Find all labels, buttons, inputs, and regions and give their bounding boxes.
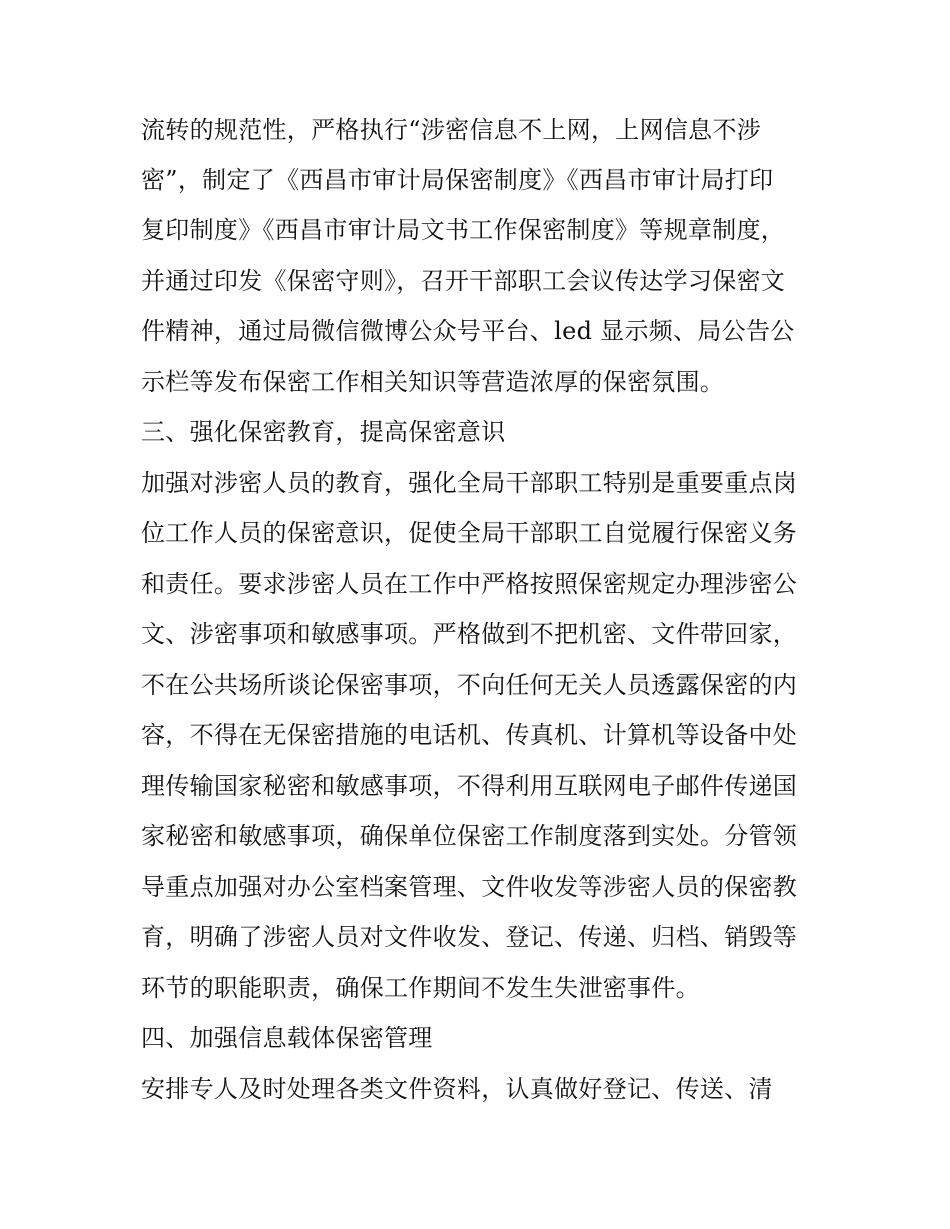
section-heading-4: 四、加强信息载体保密管理 [141,1024,433,1052]
paragraph-line: 位工作人员的保密意识，促使全局干部职工自觉履行保密义务 [141,519,798,547]
paragraph-line: 容，不得在无保密措施的电话机、传真机、计算机等设备中处 [141,721,798,749]
paragraph-line: 家秘密和敏感事项，确保单位保密工作制度落到实处。分管领 [141,822,798,850]
paragraph-line: 理传输国家秘密和敏感事项，不得利用互联网电子邮件传递国 [141,772,798,800]
paragraph-line: 育，明确了涉密人员对文件收发、登记、传递、归档、销毁等 [141,923,798,951]
paragraph-line: 复印制度》《西昌市审计局文书工作保密制度》等规章制度， [141,216,786,244]
paragraph-line: 流转的规范性，严格执行“涉密信息不上网，上网信息不涉 [141,116,762,144]
paragraph-line: 环节的职能职责，确保工作期间不发生失泄密事件。 [141,974,700,1002]
paragraph-line: 和责任。要求涉密人员在工作中严格按照保密规定办理涉密公 [141,570,798,598]
paragraph-line: 示栏等发布保密工作相关知识等营造浓厚的保密氛围。 [141,368,725,396]
paragraph-line: 件精神，通过局微信微博公众号平台、led 显示频、局公告公 [141,317,795,345]
paragraph-line: 导重点加强对办公室档案管理、文件收发等涉密人员的保密教 [141,873,798,901]
paragraph-line: 密”，制定了《西昌市审计局保密制度》《西昌市审计局打印 [141,166,774,194]
paragraph-line: 并通过印发《保密守则》，召开干部职工会议传达学习保密文 [141,267,786,295]
paragraph-line: 加强对涉密人员的教育，强化全局干部职工特别是重要重点岗 [141,469,798,497]
paragraph-line: 不在公共场所谈论保密事项，不向任何无关人员透露保密的内 [141,671,798,699]
paragraph-line: 文、涉密事项和敏感事项。严格做到不把机密、文件带回家， [141,620,798,648]
paragraph-line: 安排专人及时处理各类文件资料，认真做好登记、传送、清 [141,1075,773,1103]
section-heading-3: 三、强化保密教育，提高保密意识 [141,418,506,446]
